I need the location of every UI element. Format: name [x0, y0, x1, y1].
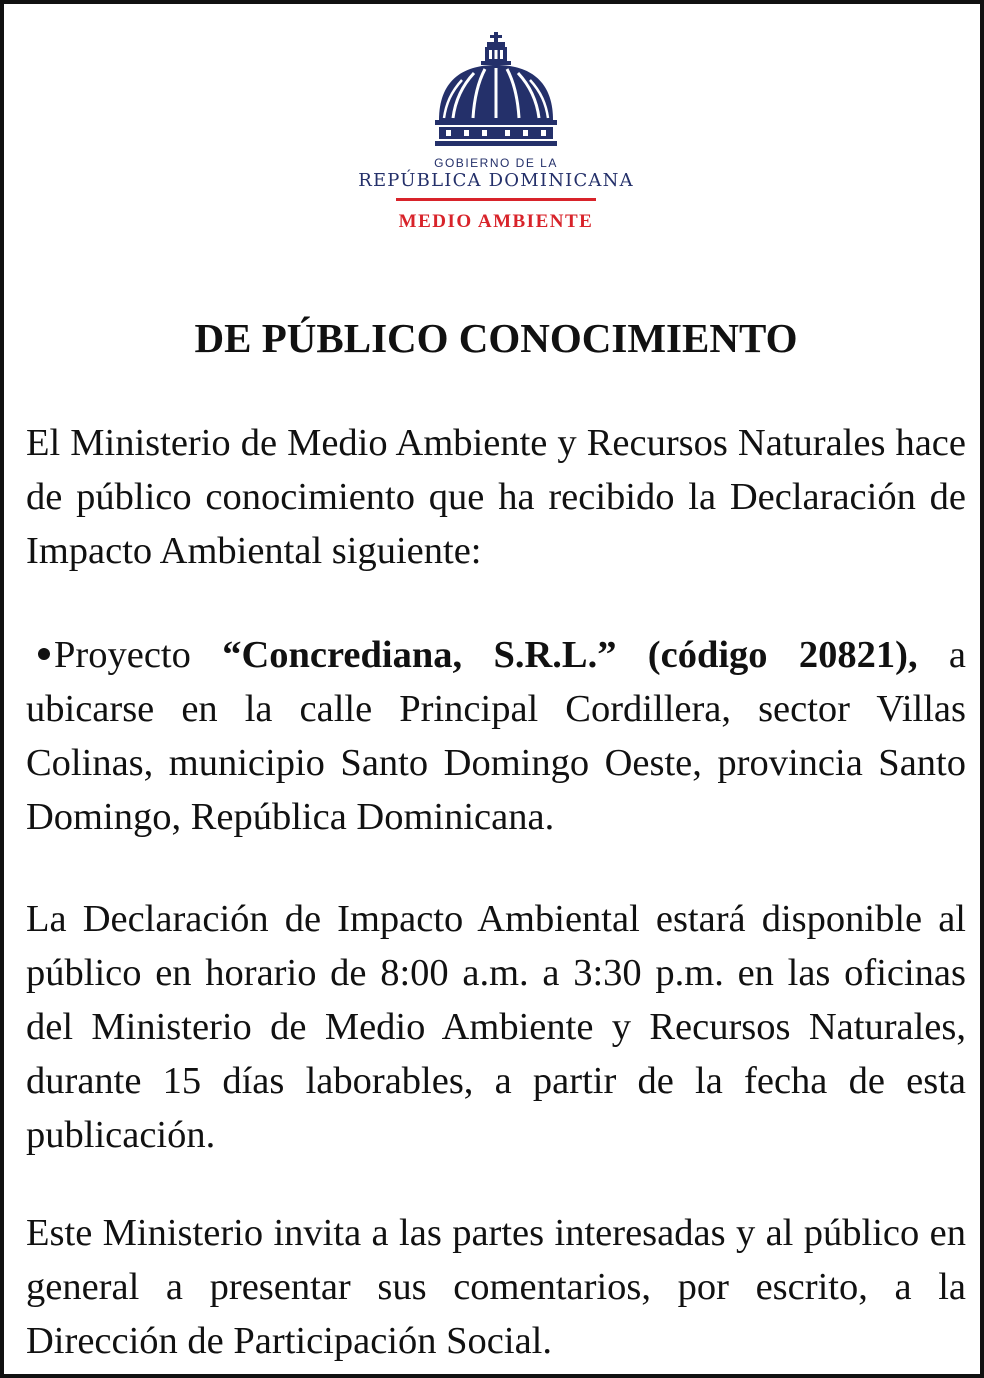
project-location: a ubicarse en la calle Principal Cordillera, sector Villas Colinas, municipio Santo Domingo Oeste, provincia Santo Domingo, República Dominicana.	[26, 634, 966, 838]
gov-line-1: GOBIERNO DE LA	[434, 156, 558, 170]
dome-icon	[431, 32, 561, 150]
government-logo	[4, 32, 984, 233]
bullet-icon	[38, 648, 50, 660]
project-prefix: Proyecto	[54, 634, 223, 676]
ministry-label: MEDIO AMBIENTE	[398, 211, 594, 232]
project-name: “Concrediana, S.R.L.” (código 20821),	[222, 634, 918, 676]
invitation-paragraph: Este Ministerio invita a las partes interesadas y al público en general a presentar sus comentarios, por escrito, a la Dirección de Participación Social.	[26, 1212, 966, 1362]
intro-paragraph: El Ministerio de Medio Ambiente y Recursos Naturales hace de público conocimiento que ha recibido la Declaración de Impacto Ambiental siguiente:	[26, 422, 966, 572]
availability-paragraph: La Declaración de Impacto Ambiental estará disponible al público en horario de 8:00 a.m. a 3:30 p.m. en las oficinas del Ministerio de Medio Ambiente y Recursos Naturales, durante 15 días laborables, a partir de la fecha de esta publicación.	[26, 898, 966, 1156]
notice-title: DE PÚBLICO CONOCIMIENTO	[194, 315, 798, 361]
red-divider	[396, 198, 596, 201]
gov-line-2: REPÚBLICA DOMINICANA	[358, 170, 634, 191]
project-paragraph	[26, 628, 966, 844]
